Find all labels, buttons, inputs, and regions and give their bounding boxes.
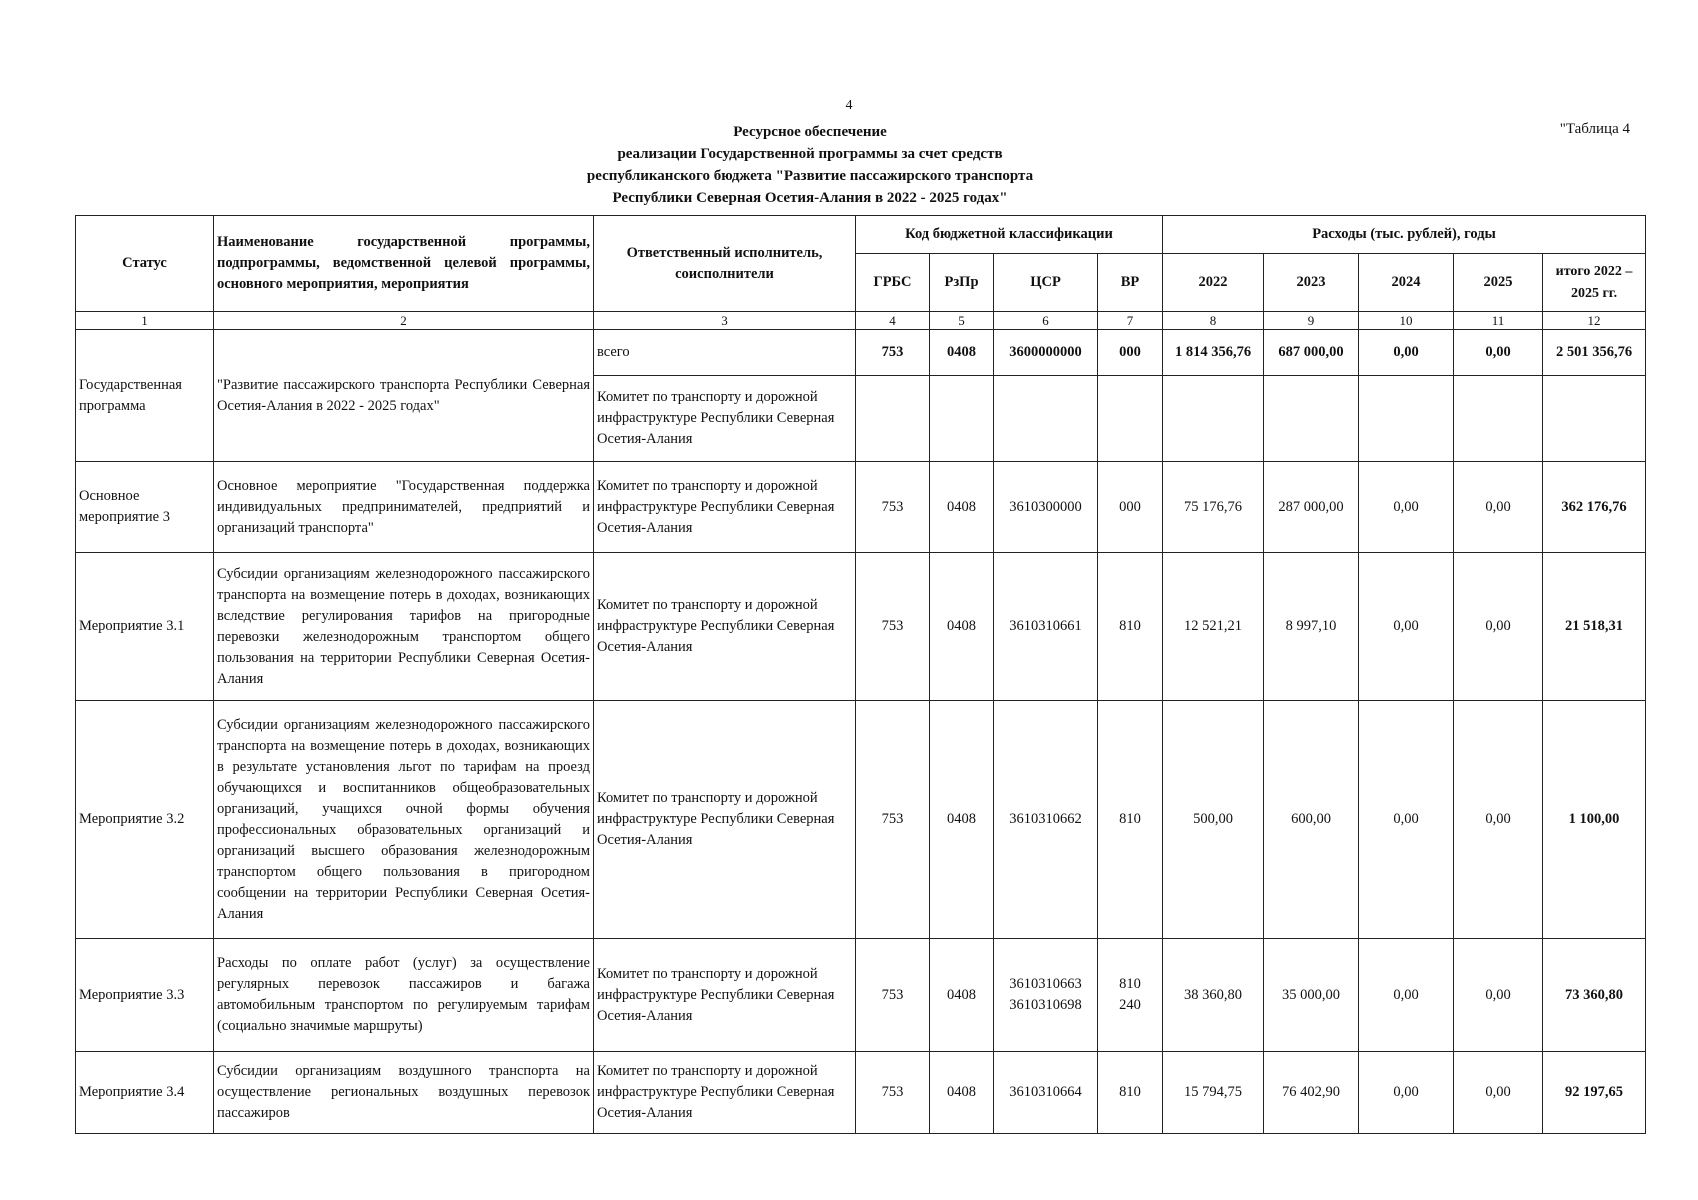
- header-executor: Ответственный исполнитель, соисполнители: [594, 216, 856, 312]
- column-number: 6: [994, 312, 1098, 330]
- column-number-row: [76, 312, 1646, 330]
- row-name: Основное мероприятие "Государственная поддержка индивидуальных предпринимателей, предприятий и организаций транспорта": [214, 462, 594, 553]
- title-line-1: Ресурсное обеспечение: [733, 124, 887, 140]
- row-total: 362 176,76: [1543, 462, 1646, 553]
- empty-cell: [1163, 376, 1264, 462]
- row-vr: 000: [1098, 462, 1163, 553]
- row-executor: Комитет по транспорту и дорожной инфраструктуре Республики Северная Осетия-Алания: [594, 462, 856, 553]
- row-2024: 0,00: [1359, 462, 1454, 553]
- header-vr: ВР: [1098, 254, 1163, 312]
- row-status: Основное мероприятие 3: [76, 462, 214, 553]
- row-total: 92 197,65: [1543, 1052, 1646, 1134]
- row-csr: 3600000000: [994, 330, 1098, 376]
- resource-table: [75, 215, 1646, 1134]
- header-rzpr: РзПр: [930, 254, 994, 312]
- row-2022: 38 360,80: [1163, 939, 1264, 1052]
- row-2023: 76 402,90: [1264, 1052, 1359, 1134]
- row-vr: 810: [1098, 1052, 1163, 1134]
- empty-cell: [1098, 376, 1163, 462]
- row-grbs: 753: [856, 939, 930, 1052]
- row-2024: 0,00: [1359, 939, 1454, 1052]
- row-vr-line: 240: [1119, 997, 1141, 1013]
- table-row: [76, 330, 1646, 376]
- row-rzpr: 0408: [930, 1052, 994, 1134]
- row-name: "Развитие пассажирского транспорта Республики Северная Осетия-Алания в 2022 - 2025 годах": [214, 330, 594, 462]
- header-csr: ЦСР: [994, 254, 1098, 312]
- row-total: 21 518,31: [1543, 553, 1646, 701]
- row-total: 2 501 356,76: [1543, 330, 1646, 376]
- column-number: 12: [1543, 312, 1646, 330]
- row-2022: 75 176,76: [1163, 462, 1264, 553]
- row-csr: 3610310664: [994, 1052, 1098, 1134]
- empty-cell: [994, 376, 1098, 462]
- row-name: Субсидии организациям железнодорожного пассажирского транспорта на возмещение потерь в доходах, возникающих вследствие регулирования тарифов на пригородные перевозки железнодорожным транспортом общего пользования на территории Республики Северная Осетия-Алания: [214, 553, 594, 701]
- title-line-3: республиканского бюджета "Развитие пассажирского транспорта: [586, 168, 1034, 184]
- header-2023: 2023: [1264, 254, 1359, 312]
- row-vr: 810: [1098, 553, 1163, 701]
- table-row: [76, 701, 1646, 939]
- row-csr-line: 3610310698: [1009, 997, 1082, 1013]
- row-rzpr: 0408: [930, 330, 994, 376]
- row-2025: 0,00: [1454, 553, 1543, 701]
- column-number: 11: [1454, 312, 1543, 330]
- row-rzpr: 0408: [930, 462, 994, 553]
- header-budget-code: Код бюджетной классификации: [856, 216, 1163, 254]
- empty-cell: [1359, 376, 1454, 462]
- row-name: Субсидии организациям железнодорожного пассажирского транспорта на возмещение потерь в доходах, возникающих в результате установления льгот по тарифам на проезд обучающихся и воспитанников общеобразовательных организаций, учащихся очной формы обучения профессиональных образовательных организаций и организаций высшего образования железнодорожным транспортом общего пользования в пригородном сообщении на территории Республики Северная Осетия-Алания: [214, 701, 594, 939]
- row-csr: 3610310661: [994, 553, 1098, 701]
- row-name: Расходы по оплате работ (услуг) за осуществление регулярных перевозок пассажиров и багажа автомобильным транспортом по регулируемым тарифам (социально значимые маршруты): [214, 939, 594, 1052]
- row-2024: 0,00: [1359, 553, 1454, 701]
- row-2023: 600,00: [1264, 701, 1359, 939]
- row-vr: 810: [1098, 701, 1163, 939]
- row-vr: [1098, 939, 1163, 1052]
- row-vr: 000: [1098, 330, 1163, 376]
- row-2025: 0,00: [1454, 462, 1543, 553]
- row-2025: 0,00: [1454, 1052, 1543, 1134]
- table-row: [76, 1052, 1646, 1134]
- column-number: 8: [1163, 312, 1264, 330]
- table-row: [76, 553, 1646, 701]
- row-grbs: 753: [856, 1052, 930, 1134]
- row-2022: 1 814 356,76: [1163, 330, 1264, 376]
- row-2025: 0,00: [1454, 330, 1543, 376]
- column-number: 9: [1264, 312, 1359, 330]
- row-2022: 15 794,75: [1163, 1052, 1264, 1134]
- row-grbs: 753: [856, 330, 930, 376]
- title-line-2: реализации Государственной программы за счет средств: [617, 146, 1003, 162]
- empty-cell: [856, 376, 930, 462]
- row-executor: Комитет по транспорту и дорожной инфраструктуре Республики Северная Осетия-Алания: [594, 553, 856, 701]
- row-rzpr: 0408: [930, 939, 994, 1052]
- header-status: Статус: [76, 216, 214, 312]
- row-2022: 12 521,21: [1163, 553, 1264, 701]
- row-2024: 0,00: [1359, 1052, 1454, 1134]
- row-executor: Комитет по транспорту и дорожной инфраструктуре Республики Северная Осетия-Алания: [594, 939, 856, 1052]
- row-2022: 500,00: [1163, 701, 1264, 939]
- header-grbs: ГРБС: [856, 254, 930, 312]
- row-grbs: 753: [856, 553, 930, 701]
- column-number: 4: [856, 312, 930, 330]
- row-2023: 35 000,00: [1264, 939, 1359, 1052]
- row-2023: 287 000,00: [1264, 462, 1359, 553]
- table-label: "Таблица 4: [1559, 121, 1630, 137]
- row-vr-line: 810: [1119, 976, 1141, 992]
- row-2025: 0,00: [1454, 939, 1543, 1052]
- row-executor: Комитет по транспорту и дорожной инфраструктуре Республики Северная Осетия-Алания: [594, 1052, 856, 1134]
- page-number: 4: [845, 98, 853, 113]
- row-csr: 3610310662: [994, 701, 1098, 939]
- row-2023: 8 997,10: [1264, 553, 1359, 701]
- row-executor: Комитет по транспорту и дорожной инфраструктуре Республики Северная Осетия-Алания: [594, 376, 856, 462]
- table-row: [76, 462, 1646, 553]
- row-name: Субсидии организациям воздушного транспорта на осуществление региональных воздушных перевозок пассажиров: [214, 1052, 594, 1134]
- row-rzpr: 0408: [930, 701, 994, 939]
- row-csr: 3610300000: [994, 462, 1098, 553]
- column-number: 1: [76, 312, 214, 330]
- row-csr-line: 3610310663: [1009, 976, 1082, 992]
- column-number: 3: [594, 312, 856, 330]
- document-title: [460, 121, 1160, 209]
- row-status: Мероприятие 3.1: [76, 553, 214, 701]
- row-status: Мероприятие 3.3: [76, 939, 214, 1052]
- column-number: 5: [930, 312, 994, 330]
- column-number: 10: [1359, 312, 1454, 330]
- row-status: Государственная программа: [76, 330, 214, 462]
- empty-cell: [1454, 376, 1543, 462]
- empty-cell: [1543, 376, 1646, 462]
- header-expenses: Расходы (тыс. рублей), годы: [1163, 216, 1646, 254]
- row-grbs: 753: [856, 701, 930, 939]
- header-name: Наименование государственной программы, подпрограммы, ведомственной целевой программы, основного мероприятия, мероприятия: [214, 216, 594, 312]
- header-2022: 2022: [1163, 254, 1264, 312]
- row-rzpr: 0408: [930, 553, 994, 701]
- row-2023: 687 000,00: [1264, 330, 1359, 376]
- row-2024: 0,00: [1359, 701, 1454, 939]
- header-total: итого 2022 – 2025 гг.: [1543, 254, 1646, 312]
- row-status: Мероприятие 3.2: [76, 701, 214, 939]
- row-2025: 0,00: [1454, 701, 1543, 939]
- row-status: Мероприятие 3.4: [76, 1052, 214, 1134]
- empty-cell: [930, 376, 994, 462]
- row-csr: [994, 939, 1098, 1052]
- table-row: [76, 939, 1646, 1052]
- column-number: 7: [1098, 312, 1163, 330]
- row-total: 73 360,80: [1543, 939, 1646, 1052]
- row-all-label: всего: [594, 330, 856, 376]
- column-number: 2: [214, 312, 594, 330]
- empty-cell: [1264, 376, 1359, 462]
- header-row-1: [76, 216, 1646, 254]
- header-2025: 2025: [1454, 254, 1543, 312]
- row-2024: 0,00: [1359, 330, 1454, 376]
- header-2024: 2024: [1359, 254, 1454, 312]
- row-grbs: 753: [856, 462, 930, 553]
- row-total: 1 100,00: [1543, 701, 1646, 939]
- title-line-4: Республики Северная Осетия-Алания в 2022 - 2025 годах": [612, 190, 1008, 206]
- row-executor: Комитет по транспорту и дорожной инфраструктуре Республики Северная Осетия-Алания: [594, 701, 856, 939]
